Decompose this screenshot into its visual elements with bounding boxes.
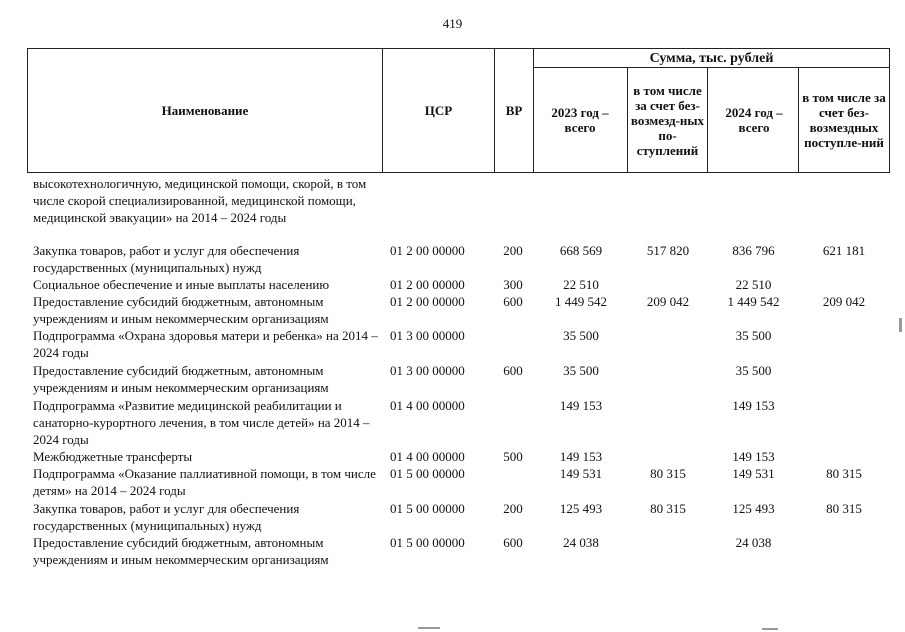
row-name: Социальное обеспечение и иные выплаты населению — [33, 277, 330, 292]
row-2024-total: 1 449 542 — [727, 294, 780, 309]
row-2023-gratis: 209 042 — [646, 294, 690, 309]
row-2024-gratis: 209 042 — [822, 294, 866, 309]
row-2023-total: 1 449 542 — [555, 294, 607, 309]
row-vr: 600 — [503, 363, 523, 378]
row-2024-total: 149 531 — [732, 466, 775, 481]
row-vr: 200 — [503, 501, 523, 516]
scan-artifact — [418, 627, 440, 629]
header-2024-total: 2024 год – всего — [725, 105, 783, 135]
row-2023-total: 149 531 — [559, 466, 603, 481]
col-divider — [627, 67, 628, 173]
row-2023-gratis: 80 315 — [650, 466, 686, 481]
row-name: Закупка товаров, работ и услуг для обеспечения государственных (муниципальных) нужд — [33, 501, 300, 533]
scan-artifact — [899, 318, 902, 332]
header-name: Наименование — [161, 103, 249, 118]
row-csr: 01 3 00 00000 — [390, 328, 465, 343]
row-2024-gratis: 621 181 — [822, 243, 866, 258]
row-name: Закупка товаров, работ и услуг для обеспечения государственных (муниципальных) нужд — [33, 243, 300, 275]
row-name: Межбюджетные трансферты — [33, 449, 193, 464]
table-right-border — [889, 48, 890, 173]
header-2023-total: 2023 год – всего — [551, 105, 609, 135]
row-2023-total: 668 569 — [559, 243, 603, 258]
row-2024-total: 22 510 — [735, 277, 772, 292]
row-name: Подпрограмма «Охрана здоровья матери и ребенка» на 2014 – 2024 годы — [33, 328, 378, 360]
row-2023-total: 24 038 — [563, 535, 599, 550]
scan-artifact — [762, 628, 778, 630]
row-2024-total: 35 500 — [735, 328, 772, 343]
row-name: Подпрограмма «Развитие медицинской реабилитации и санаторно-курортного лечения, в том числе детей» на 2014 – 2024 годы — [33, 398, 370, 447]
row-2023-total: 22 510 — [563, 277, 599, 292]
header-bottom-border — [27, 172, 890, 173]
row-name: Предоставление субсидий бюджетным, автономным учреждениям и иным некоммерческим организациям — [33, 363, 329, 395]
row-csr: 01 5 00 00000 — [390, 466, 465, 481]
page-number: 419 — [442, 16, 463, 31]
row-csr: 01 4 00 00000 — [390, 449, 465, 464]
row-2024-total: 149 153 — [732, 398, 775, 413]
row-name: высокотехнологичную, медицинской помощи, скорой, в том числе скорой специализированной, медицинской помощи, медицинской эвакуации» на 2014 – 2024 годы — [33, 176, 367, 225]
col-divider — [798, 67, 799, 173]
header-2023-gratis: в том числе за счет без-возмезд-ных по-ступлений — [630, 82, 705, 158]
header-2024-gratis: в том числе за счет без-возмездных поступле-ний — [802, 90, 886, 150]
row-2024-total: 125 493 — [732, 501, 775, 516]
row-2024-total: 24 038 — [735, 535, 772, 550]
row-2024-total: 836 796 — [732, 243, 775, 258]
row-csr: 01 5 00 00000 — [390, 535, 465, 550]
row-csr: 01 5 00 00000 — [390, 501, 465, 516]
row-2024-total: 35 500 — [735, 363, 772, 378]
row-vr: 600 — [503, 294, 523, 309]
row-2024-gratis: 80 315 — [826, 501, 862, 516]
row-vr: 500 — [503, 449, 523, 464]
row-csr: 01 2 00 00000 — [390, 294, 465, 309]
row-vr: 600 — [503, 535, 523, 550]
row-2023-total: 35 500 — [563, 328, 599, 343]
row-2023-total: 35 500 — [563, 363, 599, 378]
row-csr: 01 2 00 00000 — [390, 277, 465, 292]
header-vr: ВР — [505, 103, 523, 118]
header-sum-group: Сумма, тыс. рублей — [649, 50, 774, 66]
header-csr: ЦСР — [424, 103, 453, 118]
row-2024-total: 149 153 — [732, 449, 775, 464]
row-2023-gratis: 80 315 — [650, 501, 686, 516]
row-2023-gratis: 517 820 — [646, 243, 690, 258]
row-2023-total: 149 153 — [559, 449, 603, 464]
row-vr: 200 — [503, 243, 523, 258]
row-2023-total: 149 153 — [559, 398, 603, 413]
row-2023-total: 125 493 — [559, 501, 603, 516]
row-2024-gratis: 80 315 — [826, 466, 862, 481]
row-csr: 01 4 00 00000 — [390, 398, 465, 413]
row-csr: 01 2 00 00000 — [390, 243, 465, 258]
row-vr: 300 — [503, 277, 523, 292]
row-name: Подпрограмма «Оказание паллиативной помощи, в том числе детям» на 2014 – 2024 годы — [33, 466, 376, 498]
row-name: Предоставление субсидий бюджетным, автономным учреждениям и иным некоммерческим организациям — [33, 294, 329, 326]
row-csr: 01 3 00 00000 — [390, 363, 465, 378]
row-name: Предоставление субсидий бюджетным, автономным учреждениям и иным некоммерческим организациям — [33, 535, 329, 567]
col-divider — [707, 67, 708, 173]
